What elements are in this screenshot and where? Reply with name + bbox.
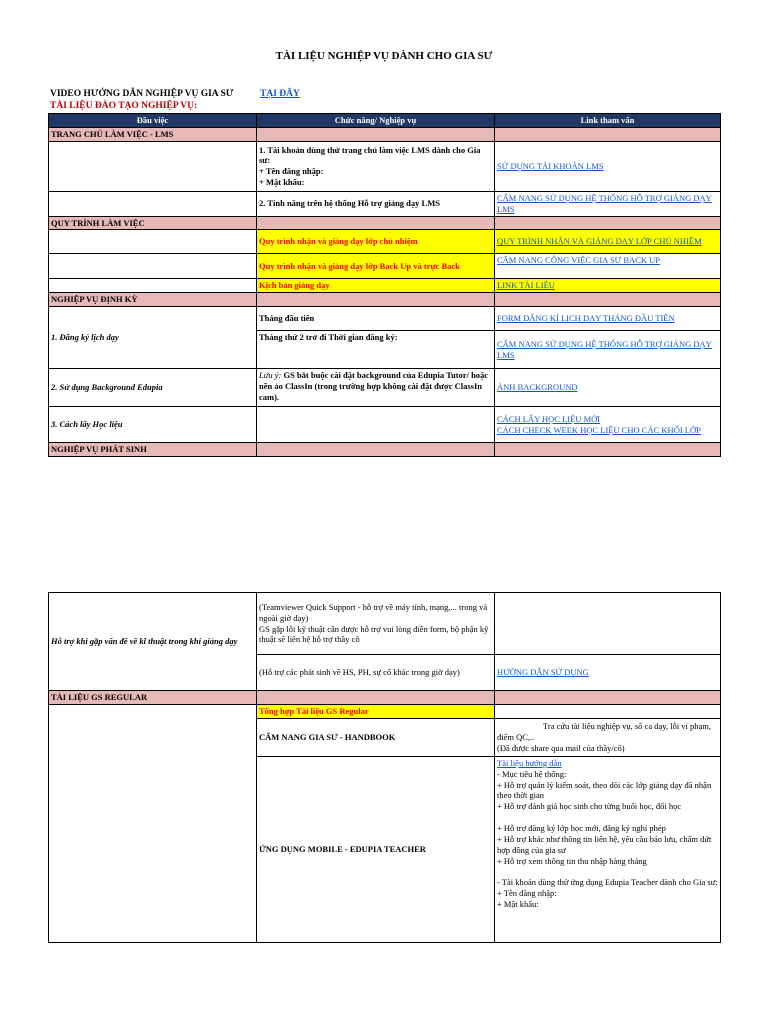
table-row — [49, 191, 721, 216]
task-background: 2. Sử dụng Background Edupia — [49, 369, 257, 407]
empty-link-cell — [495, 593, 721, 655]
link-backup-handbook[interactable]: CẨM NANG CÔNG VIỆC GIA SƯ BACK UP — [495, 254, 721, 279]
task-register-schedule: 1. Đăng ký lịch dạy — [49, 307, 257, 369]
link-usage-guide[interactable]: HƯỚNG DẪN SỬ DỤNG — [495, 655, 721, 691]
blank-link[interactable] — [497, 706, 523, 714]
section-row — [49, 443, 721, 457]
link-check-week-materials[interactable]: CÁCH CHECK WEEK HỌC LIỆU CHO CÁC KHỐI LỚP — [497, 424, 701, 435]
header-task: Đầu việc — [49, 114, 257, 128]
section-row — [49, 691, 721, 705]
table-row — [49, 254, 721, 279]
link-user-guide[interactable]: Tài liệu hướng dẫn — [497, 757, 562, 768]
handbook-title: CẨM NANG GIA SƯ - HANDBOOK — [257, 718, 495, 756]
table-row — [49, 279, 721, 293]
workflow-homeroom: Quy trình nhận và giảng dạy lớp chủ nhiệm — [257, 230, 495, 254]
table-row — [49, 593, 721, 655]
lms-features: 2. Tính năng trên hệ thống Hỗ trợ giảng dạy LMS — [257, 191, 495, 216]
link-lms-account[interactable]: SỬ DỤNG TÀI KHOẢN LMS — [495, 141, 721, 191]
table-row — [49, 141, 721, 191]
link-lms-handbook[interactable]: CẨM NANG SỬ DỤNG HỆ THỐNG HỖ TRỢ GIẢNG DẠY LMS — [495, 191, 721, 216]
table-main — [48, 113, 721, 457]
section-incidental-title: NGHIỆP VỤ PHÁT SINH — [49, 443, 257, 457]
link-documents[interactable]: LINK TÀI LIỆU — [495, 279, 721, 293]
header-function: Chức năng/ Nghiệp vụ — [257, 114, 495, 128]
lms-trial-account: 1. Tài khoản dùng thử trang chủ làm việc LMS dành cho Gia sư: + Tên đăng nhập: + Mật khẩu: — [257, 141, 495, 191]
section-row — [49, 127, 721, 141]
section-workflow-title: QUY TRÌNH LÀM VIỆC — [49, 216, 257, 230]
table-row — [49, 369, 721, 407]
second-month-onward: Tháng thứ 2 trở đi Thời gian đăng ký: — [257, 331, 495, 369]
table-header-row — [49, 114, 721, 128]
incident-support: (Hỗ trợ các phát sinh về HS, PH, sự cố khác trong giờ dạy) — [257, 655, 495, 691]
table-row — [49, 407, 721, 443]
section-periodic-title: NGHIỆP VỤ ĐỊNH KỲ — [49, 293, 257, 307]
link-homeroom-workflow[interactable]: QUY TRÌNH NHẬN VÀ GIẢNG DẠY LỚP CHỦ NHIỆM — [495, 230, 721, 254]
table-row — [49, 307, 721, 331]
note-label: Lưu ý: — [259, 370, 282, 381]
background-note — [257, 369, 495, 407]
training-docs-label: TÀI LIỆU ĐÀO TẠO NGHIỆP VỤ: — [50, 101, 198, 111]
link-first-month-form[interactable]: FORM ĐĂNG KÍ LỊCH DẠY THÁNG ĐẦU TIÊN — [495, 307, 721, 331]
first-month: Tháng đầu tiên — [257, 307, 495, 331]
video-guide-label: VIDEO HƯỚNG DẪN NGHIỆP VỤ GIA SƯ — [50, 89, 234, 99]
section-row — [49, 216, 721, 230]
regular-docs-summary: Tổng hợp Tài liệu GS Regular — [257, 704, 495, 718]
header-link: Link tham vấn — [495, 114, 721, 128]
task-get-materials: 3. Cách lấy Học liệu — [49, 407, 257, 443]
mobile-app-features: - Mục tiêu hệ thống: + Hỗ trợ quản lý kiểm soát, theo dõi các lớp giảng dạy đã nhận theo thời gian + Hỗ trợ đánh giá học sinh cho từng buổi học, đổi học + Hỗ trợ đăng ký lớp học mới, đăng ký nghỉ phép + Hỗ trợ khác như thông tin liên hệ, yêu cầu bảo lưu, chấm dứt hợp đồng của gia sư + Hỗ trợ xem thông tin thu nhập hàng tháng - Tài khoản dùng thử ứng dụng Edupia Teacher dành cho Gia sư: + Tên đăng nhập: + Mật khẩu: — [497, 768, 718, 910]
section-row — [49, 293, 721, 307]
teaching-script: Kịch bản giảng dạy — [257, 279, 495, 293]
teamviewer-support: (Teamviewer Quick Support - hỗ trợ về máy tính, mạng,... trong và ngoài giờ dạy) GS gặp lỗi kỹ thuật cần được hỗ trợ vui lòng điền form, bộ phận kỹ thuật sẽ liên hệ hỗ trợ thầy cô — [257, 593, 495, 655]
empty-link-cell — [495, 704, 721, 718]
workflow-backup: Quy trình nhận và giảng dạy lớp Back Up và trực Back — [257, 254, 495, 279]
table-row — [49, 704, 721, 718]
page-title: TÀI LIỆU NGHIỆP VỤ DÀNH CHO GIA SƯ — [275, 50, 493, 62]
link-lms-handbook-2[interactable]: CẨM NANG SỬ DỤNG HỆ THỐNG HỖ TRỢ GIẢNG DẠY LMS — [495, 331, 721, 369]
link-new-materials[interactable]: CÁCH LẤY HỌC LIỆU MỚI — [497, 413, 601, 424]
table-row — [49, 230, 721, 254]
section-regular-title: TÀI LIỆU GS REGULAR — [49, 691, 257, 705]
video-guide-link[interactable]: TẠI ĐÂY — [260, 89, 300, 99]
task-tech-support: Hỗ trợ khi gặp vấn đề về kĩ thuật trong khi giảng dạy — [49, 593, 257, 691]
note-text: GS bắt buộc cài đặt background của Edupia Tutor/ hoặc nền ảo ClassIn (trong trường hợp không cài đặt được ClassIn cam). — [259, 370, 489, 402]
blank-link[interactable] — [497, 618, 523, 626]
mobile-app-title: ỨNG DỤNG MOBILE - EDUPIA TEACHER — [257, 756, 495, 942]
mobile-app-details — [495, 756, 721, 942]
section-lms-title: TRANG CHỦ LÀM VIỆC - LMS — [49, 127, 257, 141]
table-regular — [48, 592, 721, 943]
link-background-image[interactable]: ẢNH BACKGROUND — [495, 369, 721, 407]
handbook-description: Tra cứu tài liệu nghiệp vụ, sổ ca dạy, lỗi vi phạm, điểm QC,.. (Đã được share qua mail của thầy/cô) — [495, 718, 721, 756]
